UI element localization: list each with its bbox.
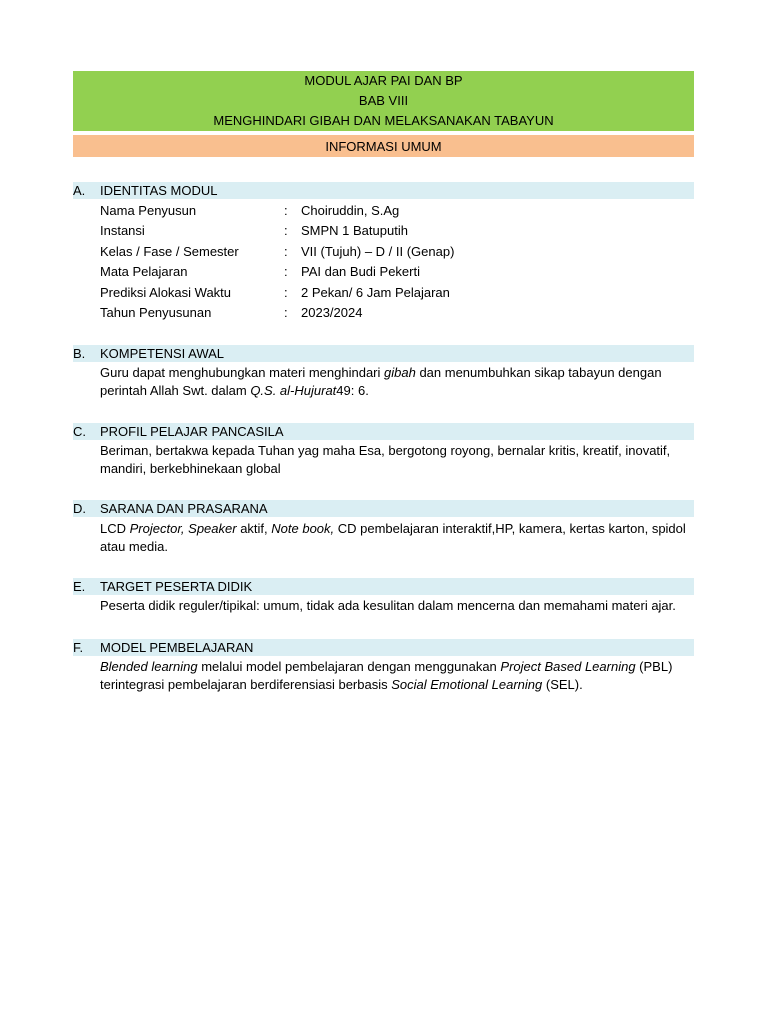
section-b-heading [73, 345, 694, 362]
identity-value: 2 Pekan/ 6 Jam Pelajaran [301, 285, 450, 300]
header-line-2: BAB VIII [358, 93, 409, 108]
identity-label: Mata Pelajaran [100, 264, 188, 279]
section-e-letter: E. [73, 579, 86, 594]
section-f-text: Blended learning melalui model pembelajaran dengan menggunakan Project Based Learning (PBL) terintegrasi pembelajaran berdiferensiasi berbasis Social Emotional Learning (SEL). [100, 659, 673, 692]
section-d-heading [73, 500, 694, 517]
section-e-title: TARGET PESERTA DIDIK [100, 579, 253, 594]
header-line-1: MODUL AJAR PAI DAN BP [304, 73, 463, 88]
section-f-heading [73, 639, 694, 656]
identity-colon: : [284, 285, 288, 300]
identity-colon: : [284, 203, 288, 218]
section-b-text: Guru dapat menghubungkan materi menghindari gibah dan menumbuhkan sikap tabayun dengan perintah Allah Swt. dalam Q.S. al-Hujurat49: 6. [100, 365, 662, 398]
identity-value: 2023/2024 [301, 305, 363, 320]
module-header [73, 71, 694, 131]
section-a-title: IDENTITAS MODUL [100, 183, 218, 198]
identity-label: Prediksi Alokasi Waktu [100, 285, 232, 300]
section-d-text: LCD Projector, Speaker aktif, Note book, CD pembelajaran interaktif,HP, kamera, kertas karton, spidol atau media. [100, 521, 686, 554]
section-a-heading [73, 182, 694, 199]
section-c-text: Beriman, bertakwa kepada Tuhan yag maha Esa, bergotong royong, bernalar kritis, kreatif, inovatif, mandiri, berkebhinekaan global [100, 443, 671, 476]
section-a-letter: A. [73, 183, 86, 198]
general-info-header: INFORMASI UMUM [73, 135, 694, 157]
section-c-heading [73, 423, 694, 440]
identity-label: Kelas / Fase / Semester [100, 244, 239, 259]
identity-colon: : [284, 305, 288, 320]
section-d-letter: D. [73, 501, 86, 516]
identity-value: PAI dan Budi Pekerti [301, 264, 420, 279]
section-e-heading [73, 578, 694, 595]
identity-colon: : [284, 244, 288, 259]
identity-value: SMPN 1 Batuputih [301, 223, 408, 238]
section-e-text: Peserta didik reguler/tipikal: umum, tidak ada kesulitan dalam mencerna dan memahami materi ajar. [100, 598, 676, 613]
identity-label: Instansi [100, 223, 145, 238]
section-f-title: MODEL PEMBELAJARAN [100, 640, 254, 655]
section-c-letter: C. [73, 424, 86, 439]
section-c-title: PROFIL PELAJAR PANCASILA [100, 424, 284, 439]
identity-label: Tahun Penyusunan [100, 305, 212, 320]
section-b-letter: B. [73, 346, 86, 361]
identity-value: VII (Tujuh) – D / II (Genap) [301, 244, 455, 259]
identity-label: Nama Penyusun [100, 203, 197, 218]
section-d-title: SARANA DAN PRASARANA [100, 501, 268, 516]
section-f-letter: F. [73, 640, 84, 655]
identity-value: Choiruddin, S.Ag [301, 203, 400, 218]
identity-colon: : [284, 223, 288, 238]
header-line-3: MENGHINDARI GIBAH DAN MELAKSANAKAN TABAYUN [213, 113, 554, 128]
identity-colon: : [284, 264, 288, 279]
section-b-title: KOMPETENSI AWAL [100, 346, 225, 361]
